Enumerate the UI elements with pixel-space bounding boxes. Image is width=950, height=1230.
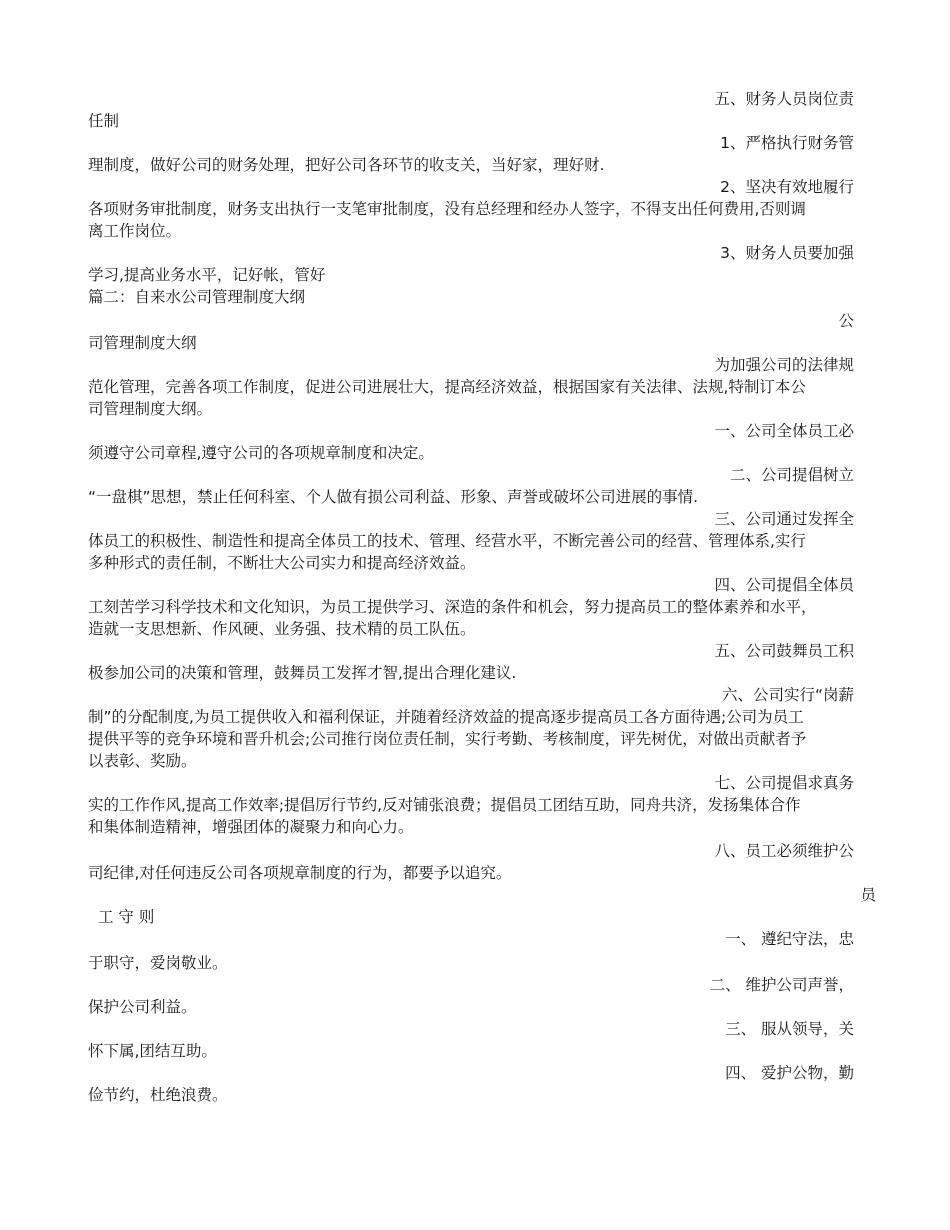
text-line: 任制: [88, 112, 120, 130]
text-line: 司管理制度大纲。: [88, 400, 213, 418]
text-line: 怀下属,团结互助。: [88, 1042, 217, 1060]
text-line: 保护公司利益。: [88, 998, 197, 1016]
text-line: 一、 遵纪守法，忠: [725, 930, 854, 948]
text-line: 五、公司鼓舞员工积: [714, 642, 854, 660]
text-line: 一、公司全体员工必: [714, 422, 854, 440]
text-line: 员: [860, 886, 876, 904]
text-line: 多种形式的责任制，不断壮大公司实力和提高经济效益。: [88, 554, 476, 572]
text-line: 四、 爱护公物，勤: [725, 1064, 854, 1082]
text-line: 为加强公司的法律规: [714, 356, 854, 374]
text-line: 以表彰、奖励。: [88, 752, 197, 770]
text-line: 各项财务审批制度，财务支出执行一支笔审批制度，没有总经理和经办人签字，不得支出任何费用,否则调: [88, 200, 806, 218]
text-line: 三、公司通过发挥全: [714, 510, 854, 528]
text-line: 提供平等的竞争环境和晋升机会;公司推行岗位责任制，实行考勤、考核制度，评先树优，对做出贡献者予: [88, 730, 807, 748]
text-line: 司纪律,对任何违反公司各项规章制度的行为，都要予以追究。: [88, 864, 512, 882]
text-line: 七、公司提倡求真务: [714, 774, 854, 792]
text-line: 和集体制造精神，增强团体的凝聚力和向心力。: [88, 818, 414, 836]
text-line: 离工作岗位。: [88, 222, 182, 240]
text-line: 范化管理，完善各项工作制度，促进公司进展壮大，提高经济效益，根据国家有关法律、法规,特制订本公: [88, 378, 806, 396]
text-line: 五、财务人员岗位责: [714, 90, 854, 108]
text-line: 三、 服从领导，关: [725, 1020, 854, 1038]
text-line: 二、 维护公司声誉，: [709, 976, 854, 994]
section-title: 篇二：自来水公司管理制度大纲: [88, 288, 306, 306]
text-line: 八、员工必须维护公: [714, 842, 854, 860]
text-line: 须遵守公司章程,遵守公司的各项规章制度和决定。: [88, 444, 434, 462]
text-line: 二、公司提倡树立: [729, 466, 854, 484]
text-line: 理制度，做好公司的财务处理，把好公司各环节的收支关，当好家，理好财.: [88, 156, 605, 174]
text-line: 1、严格执行财务管: [720, 134, 854, 152]
text-line: 2、坚决有效地履行: [720, 178, 854, 196]
text-line: 于职守，爱岗敬业。: [88, 954, 228, 972]
text-line: 四、公司提倡全体员: [714, 576, 854, 594]
text-line: 体员工的积极性、制造性和提高全体员工的技术、管理、经营水平，不断完善公司的经营、管理体系,实行: [88, 532, 806, 550]
text-line: 俭节约，杜绝浪费。: [88, 1086, 228, 1104]
text-line: 公: [838, 312, 854, 330]
text-line: 实的工作作风,提高工作效率;提倡厉行节约,反对铺张浪费；提倡员工团结互助，同舟共济，发扬集体合作: [88, 796, 801, 814]
text-line: 制”的分配制度,为员工提供收入和福利保证，并随着经济效益的提高逐步提高员工各方面待遇;公司为员工: [88, 708, 804, 726]
text-line: 造就一支思想新、作风硬、业务强、技术精的员工队伍。: [88, 620, 476, 638]
text-line: 司管理制度大纲: [88, 334, 197, 352]
text-line: 工刻苦学习科学技术和文化知识，为员工提供学习、深造的条件和机会，努力提高员工的整体素养和水平，: [88, 598, 817, 616]
text-line: 3、财务人员要加强: [720, 244, 854, 262]
text-line: 学习,提高业务水平，记好帐，管好: [88, 266, 326, 284]
section-title: 工 守 则: [98, 908, 155, 926]
text-line: 六、公司实行“岗薪: [721, 686, 854, 704]
text-line: “一盘棋”思想，禁止任何科室、个人做有损公司利益、形象、声誉或破坏公司进展的事情.: [88, 488, 698, 506]
text-line: 极参加公司的决策和管理，鼓舞员工发挥才智,提出合理化建议.: [88, 664, 517, 682]
